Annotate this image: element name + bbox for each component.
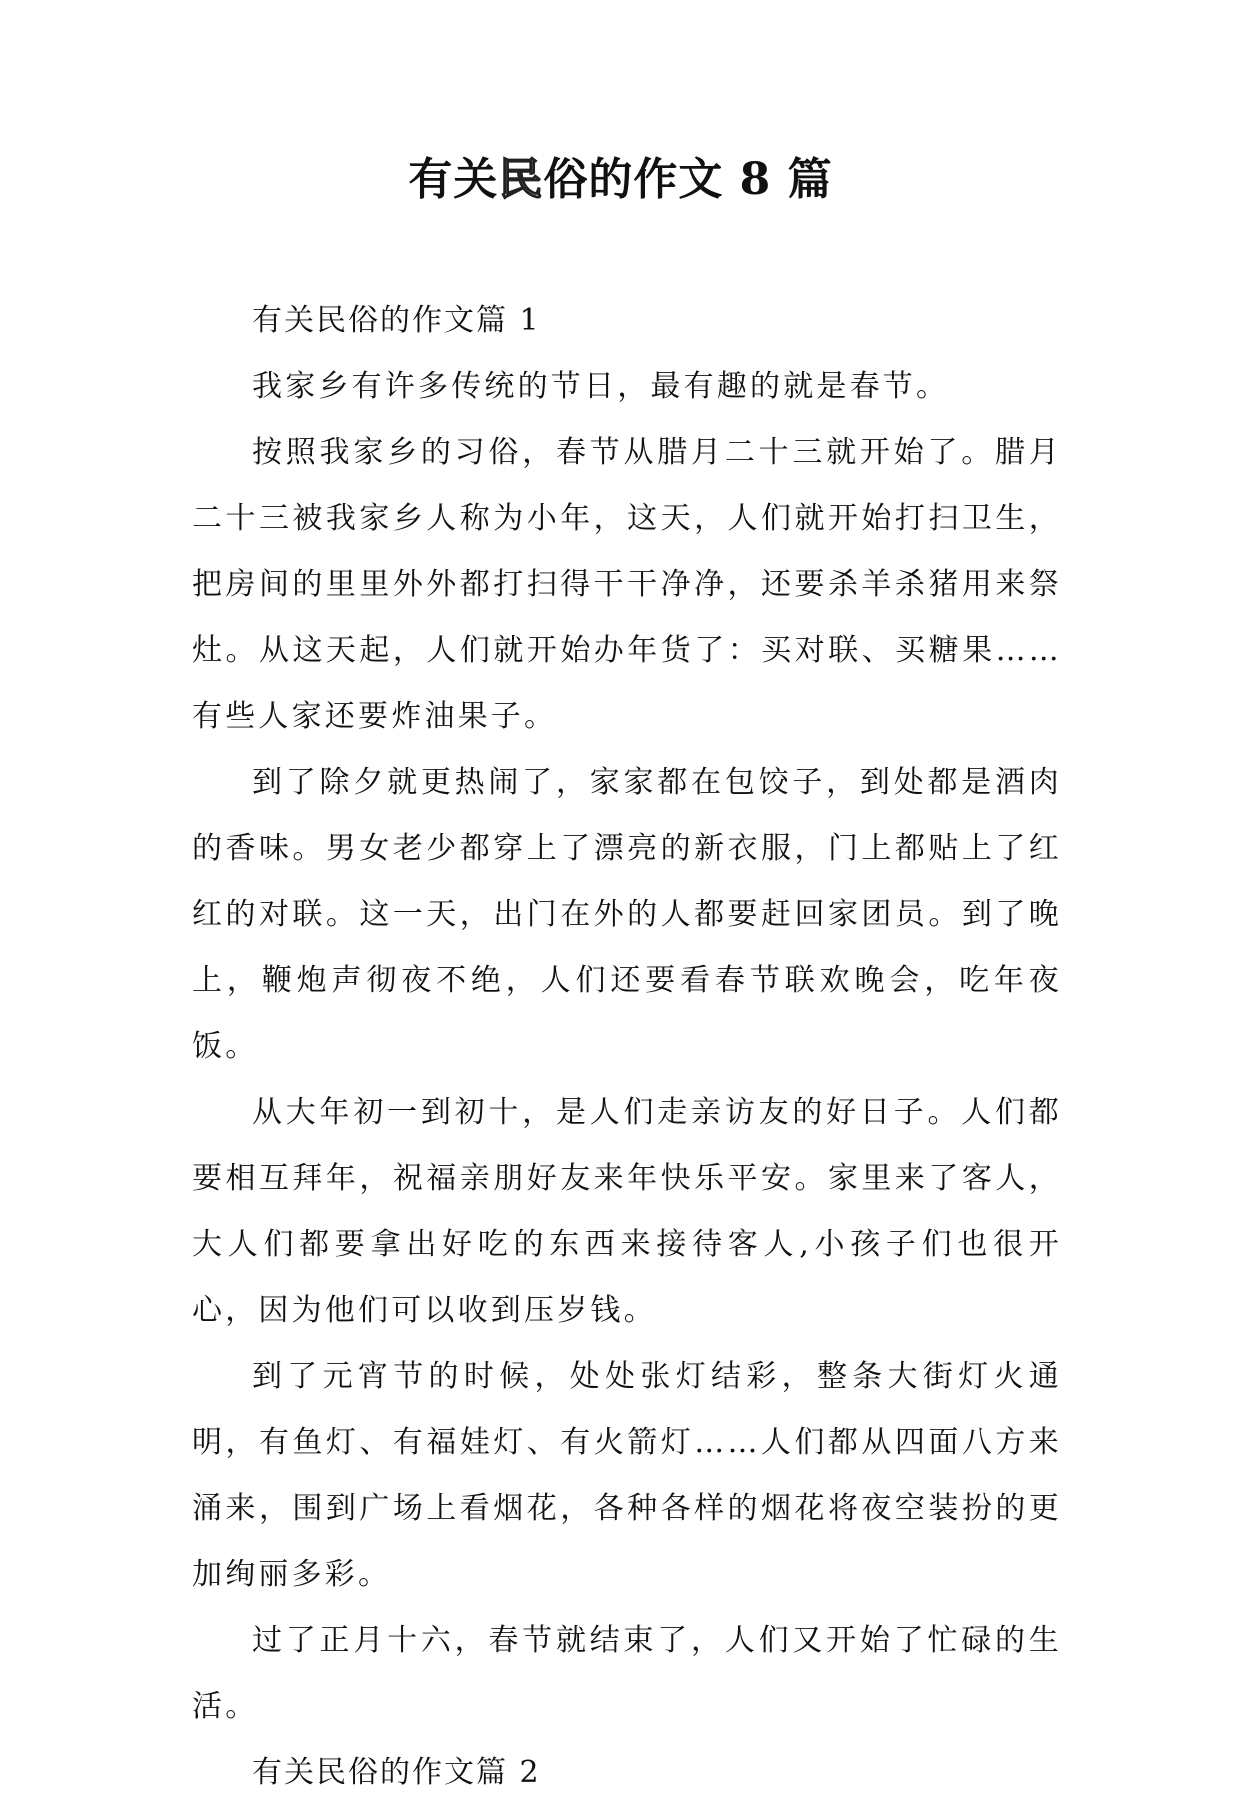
paragraph-intro: 我家乡有许多传统的节日，最有趣的就是春节。: [252, 369, 950, 404]
section-heading-2: 有关民俗的作文篇 2: [252, 1755, 541, 1790]
document-body: [192, 288, 1062, 1806]
paragraph-ending: 过了正月十六，春节就结束了，人们又开始了忙碌的生活。: [192, 1623, 1062, 1724]
title-prefix: 有关: [408, 154, 499, 205]
section-heading-1: 有关民俗的作文篇 1: [252, 303, 541, 338]
title-suffix: 俗的作文 8 篇: [543, 154, 833, 205]
title-outlined-char: 民: [498, 154, 544, 205]
paragraph-little-new-year: 按照我家乡的习俗，春节从腊月二十三就开始了。腊月二十三被我家乡人称为小年，这天，人们就开始打扫卫生，把房间的里里外外都打扫得干干净净，还要杀羊杀猪用来祭灶。从这天起，人们就开始办年货了：买对联、买糖果……有些人家还要炸油果子。: [192, 435, 1062, 734]
document-title: [0, 150, 1241, 210]
paragraph-visiting: 从大年初一到初十，是人们走亲访友的好日子。人们都要相互拜年，祝福亲朋好友来年快乐平安。家里来了客人，大人们都要拿出好吃的东西来接待客人,小孩子们也很开心，因为他们可以收到压岁钱。: [192, 1095, 1062, 1328]
paragraph-lantern-festival: 到了元宵节的时候，处处张灯结彩，整条大街灯火通明，有鱼灯、有福娃灯、有火箭灯……人们都从四面八方来涌来，围到广场上看烟花，各种各样的烟花将夜空装扮的更加绚丽多彩。: [192, 1359, 1062, 1592]
paragraph-new-years-eve: 到了除夕就更热闹了，家家都在包饺子，到处都是酒肉的香味。男女老少都穿上了漂亮的新衣服，门上都贴上了红红的对联。这一天，出门在外的人都要赶回家团员。到了晚上，鞭炮声彻夜不绝，人们还要看春节联欢晚会，吃年夜饭。: [192, 765, 1062, 1064]
